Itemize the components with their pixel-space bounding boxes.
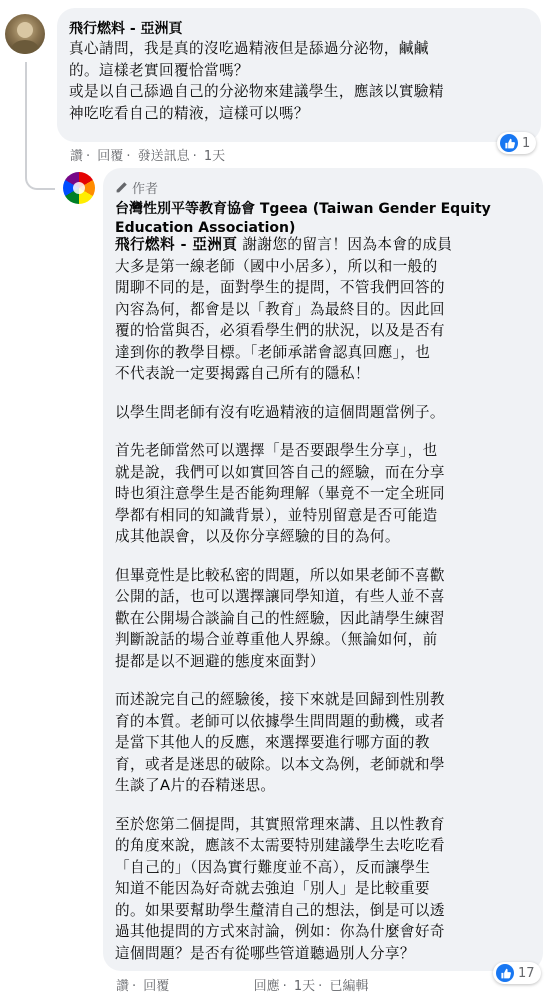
reply-line: 生談了A片的吞精迷思。 [115,777,276,794]
reply-reaction-number: 17 [518,965,535,981]
reply-timestamp[interactable]: 1天 [293,979,316,994]
comment-line: 神吃吃看自己的精液，這樣可以嗎？ [69,104,309,122]
reply-line: 這個問題？是否有從哪些管道聽過別人分享？ [115,944,415,962]
reply-line-rest: 謝謝您的留言！因為本會的成員 [237,236,453,253]
user-photo-icon [5,14,45,54]
reply-line: 而述說完自己的經驗後，接下來就是回歸到性別教 [115,691,445,708]
like-icon [500,134,518,152]
comment-timestamp[interactable]: 1天 [203,149,226,164]
reply-paragraph [115,234,539,385]
reply-link[interactable]: 回覆 [143,979,170,994]
comment-line: 或是以自己舔過自己的分泌物來建議學生，應該以實驗精 [69,83,444,100]
reply-line [115,234,539,256]
reply-line: 的角度來說，應該不太需要特別建議學生去吃吃看 [115,837,445,854]
commenter-avatar[interactable] [5,14,45,54]
reply-author[interactable]: 台灣性別平等教育協會 Tgeea (Taiwan Gender Equity Education Association) [115,201,491,235]
page-avatar[interactable] [63,172,95,204]
like-link[interactable]: 讚 [116,979,130,994]
comment-reaction-number: 1 [522,135,531,151]
reply-line: 知道不能因為好奇就去強迫「別人」是比較重要 [115,880,430,897]
reply-line: 閒聊不同的是，面對學生的提問，不管我們回答的 [115,279,445,296]
reply-text [115,234,539,964]
reply-line: 的。如果要幫助學生釐清自己的想法，倒是可以透 [115,901,445,919]
reply-line: 成其他誤會，以及你分享經驗的目的為何。 [115,528,400,545]
pencil-icon [115,181,128,194]
like-link[interactable]: 讚 [70,149,84,164]
thread-connector-curve [25,170,55,190]
reply-line: 是當下其他人的反應，來選擇要進行哪方面的教 [115,734,430,751]
comment-text [69,38,534,124]
tagged-name[interactable]: 飛行燃料 - 亞洲頁 [115,236,238,253]
reply-line: 歡在公開場合談論自己的性經驗，因此請學生練習 [115,609,445,627]
reply-line: 過其他提問的方式來討論，例如：你為什麼會好奇 [115,923,445,940]
reply-link[interactable]: 回覆 [97,149,124,164]
reply-line: 至於您第二個提問，其實照常理來講、且以性教育 [115,815,445,833]
reply-paragraph [115,565,539,673]
reply-paragraph [115,689,539,797]
reply-line: 大多是第一線老師（國中小居多），所以和一般的 [115,257,438,275]
edited-label[interactable]: 已編輯 [329,979,369,994]
reply-line: 學都有相同的知識背景），並特別留意是否可能造 [115,506,438,524]
respond-link[interactable]: 回應 [253,979,280,994]
reply-paragraph [115,814,539,965]
reply-line: 時也須注意學生是否能夠理解（畢竟不一定全班同 [115,485,445,502]
reply-paragraph [115,440,539,548]
reply-bubble [103,168,543,971]
reply-paragraph [115,402,539,424]
comment-bubble [57,8,541,142]
reply-line: 達到你的教學目標。「老師承諾會認真回應」，也 [115,343,431,361]
reply-line: 公開的話，也可以選擇讓同學知道，有些人並不喜 [115,588,445,605]
rainbow-logo-icon [63,172,95,204]
reply-line: 以學生問老師有沒有吃過精液的這個問題當例子。 [115,403,445,421]
reply-line: 育的本質。老師可以依據學生問問題的動機，或者 [115,712,445,730]
send-message-link[interactable]: 發送訊息 [137,149,190,164]
comment-reaction-count[interactable] [497,132,536,154]
comment-author[interactable]: 飛行燃料 - 亞洲頁 [69,21,183,37]
reply-line: 不代表說一定要揭露自己所有的隱私！ [115,365,370,382]
author-badge [115,178,158,197]
comment-actions: 讚 · 回覆 · 發送訊息 · 1天 [70,149,226,164]
reply-line: 提都是以不迴避的態度來面對） [115,652,325,670]
reply-line: 首先老師當然可以選擇「是否要跟學生分享」，也 [115,442,438,459]
author-badge-label: 作者 [132,182,159,197]
comment-line: 的。這樣老實回覆恰當嗎？ [69,61,249,79]
reply-line: 但畢竟性是比較私密的問題，所以如果老師不喜歡 [115,566,445,584]
reply-line: 「自己的」（因為實行難度並不高），反而讓學生 [115,858,431,876]
reply-reaction-count[interactable] [493,962,541,984]
reply-line: 內容為何，都會是以「教育」為最終目的。因此回 [115,300,445,318]
like-icon [496,964,514,982]
reply-line: 育，或者是迷思的破除。以本文為例，老師就和學 [115,755,445,773]
thread-connector [25,62,27,172]
comment-line: 真心請問，我是真的沒吃過精液但是舔過分泌物，鹹鹹 [69,40,429,57]
reply-line: 就是說，我們可以如實回答自己的經驗，而在分享 [115,463,445,481]
reply-line: 判斷說話的場合並尊重他人界線。（無論如何，前 [115,631,438,648]
reply-line: 覆的恰當與否，必須看學生們的狀況，以及是否有 [115,322,445,339]
reply-actions: 讚 · 回覆 回應 · 1天 · 已編輯 [116,979,369,994]
